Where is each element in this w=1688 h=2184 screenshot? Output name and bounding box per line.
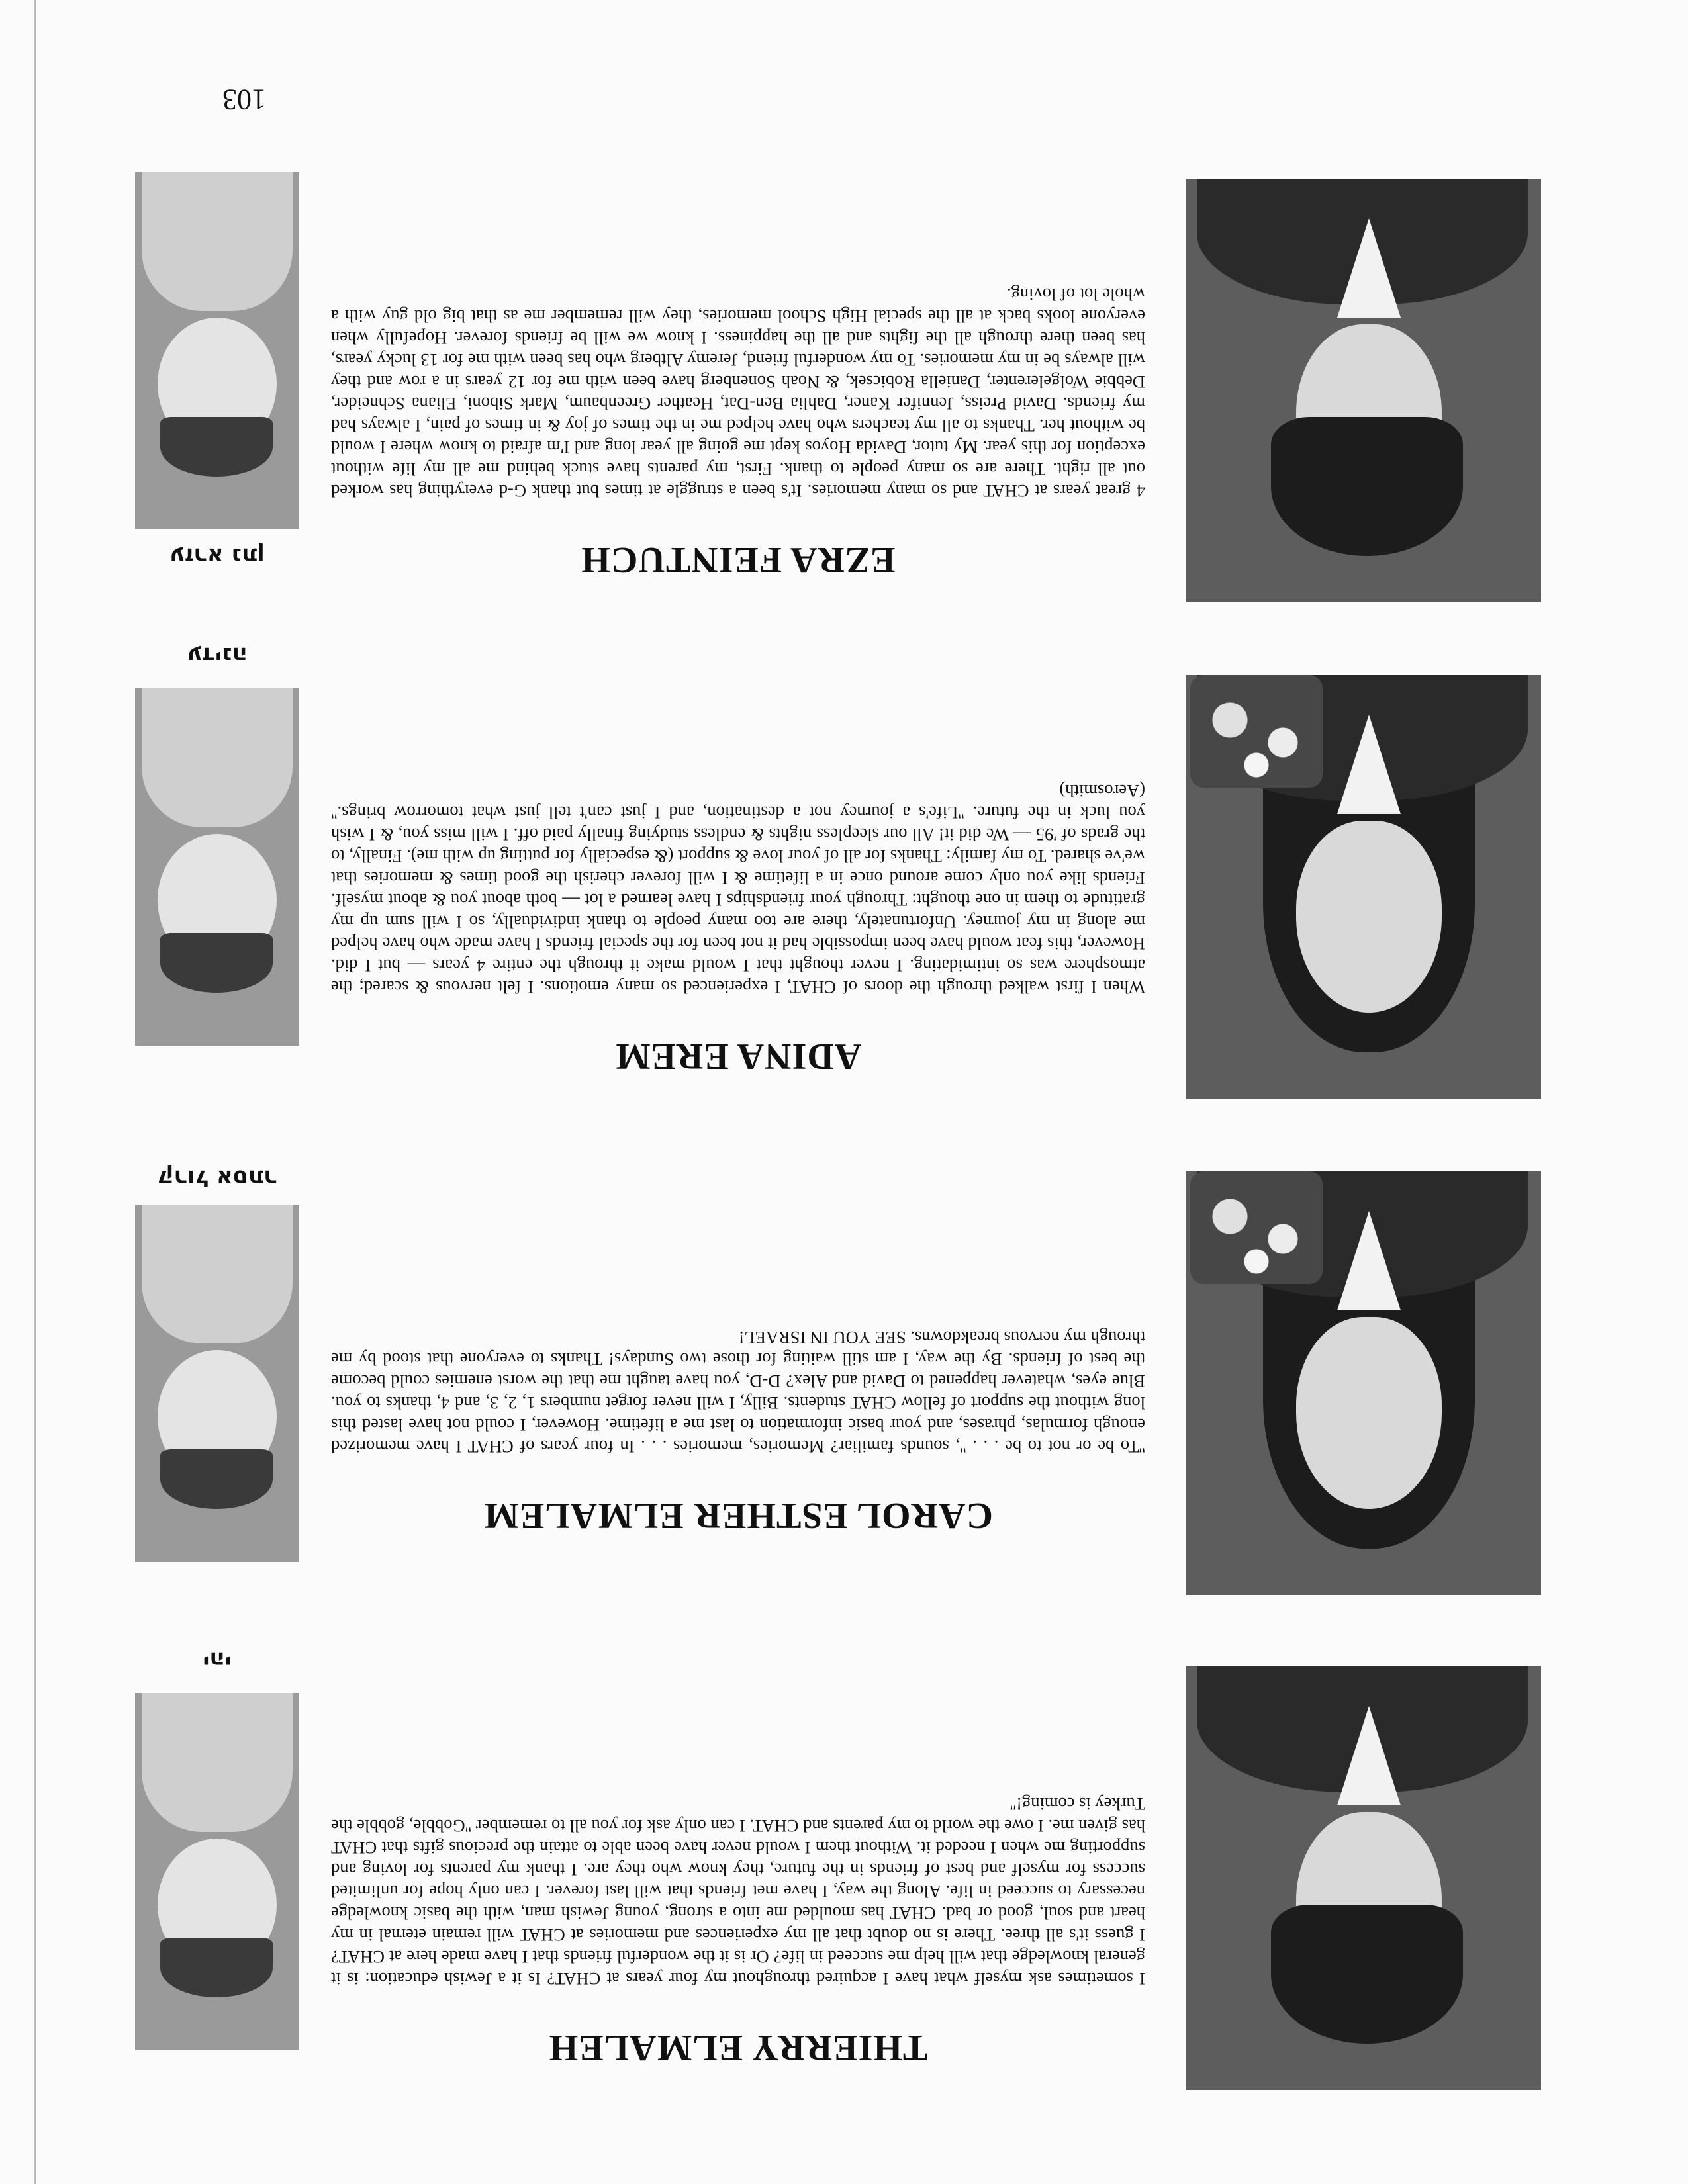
hebrew-name: עזרא נתן xyxy=(169,543,265,569)
student-bio: ''To be or not to be . . . '', sounds familiar? Memories, memories . . . In four years of CHAT I have memorized enough formulas, phrases, and your basic information to last me a lifetime. However, I could not have lasted this long without the support of fellow CHAT students. Billy, I will never forget numbers 1, 2, 3, and 4, thanks to you. Blue eyes, whatever happened to David and Alex? D-D, you have taught me that the worst enemies could become the best of friends. By the way, I am still waiting for those two Sundays! Thanks to everyone that stood by me through my nervous breakdowns. SEE YOU IN ISRAEL! xyxy=(331,1328,1145,1457)
binder-line xyxy=(34,0,36,2184)
page-number: 103 xyxy=(222,83,266,116)
student-name: CAROL ESTHER ELMALEM xyxy=(483,1495,993,1536)
childhood-photo xyxy=(135,688,299,1046)
senior-portrait xyxy=(1186,1171,1541,1595)
hebrew-name: יהי xyxy=(203,1647,232,1673)
childhood-photo xyxy=(135,1205,299,1562)
student-bio: When I first walked through the doors of CHAT, I experienced so many emotions. I felt nervous & scared; the atmosphere was so intimidating. I never thought that I would make it through the entire 4 years — but I did. However, this feat would have been impossible had it not been for the special friends I have made who have helped me along in my journey. Unfortunately, there are too many people to thank individually, so I will sum up my gratitude to them in one thought: Through your friendships I have learned a lot — both about you & about myself. Friends like you only come around once in a lifetime & I will forever cherish the good times & memories that we've shared. To my family: Thanks for all of your love & support (& especially for putting up with me). Finally, to the grads of '95 — We did it! All our sleepless nights & endless studying finally paid off. I will miss you, & I wish you luck in the future. ''Life's a journey not a destination, and I just can't tell just what tomorrow brings.'' (Aerosmith) xyxy=(331,781,1145,997)
student-bio: 4 great years at CHAT and so many memories. It's been a struggle at times but thank G-d everything has worked out all right. There are so many people to thank. First, my parents have stuck behind me all my life without exception for this year. My tutor, Davida Hoyos kept me going all year long and I'm afraid to know where I would be without her. Thanks to all my teachers who have helped me in the times of joy & in times of pain, I always had my friends. David Preiss, Jennifer Kaner, Dahlia Ben-Dat, Heather Greenbaum, Mark Siboni, Eliana Schneider, Debbie Wolgelerenter, Daniella Robicsek, & Noah Sonenberg have been with me for 12 years in a row and they will always be in my memories. To my wonderful friend, Jeremy Altberg who has been with me for 13 lucky years, has been there through all the fights and all the happiness. I know we will be friends forever. Hopefully when everyone looks back at all the special High School memories, they will remember me as that big old guy with a whole lot of loving. xyxy=(331,285,1145,501)
childhood-photo xyxy=(135,1693,299,2050)
student-name: EZRA FEINTUCH xyxy=(581,539,896,580)
hebrew-name: קרול אסתר xyxy=(157,1165,277,1191)
senior-portrait xyxy=(1186,675,1541,1099)
hebrew-name: עדינה xyxy=(187,642,248,668)
student-name: THIERRY ELMALEH xyxy=(548,2027,928,2068)
senior-portrait xyxy=(1186,1666,1541,2090)
senior-portrait xyxy=(1186,179,1541,602)
student-bio: I sometimes ask myself what have I acquired throughout my four years at CHAT? Is it a Jewish education: is it general knowledge that will help me succeed in life? Or is it the wonderful friends that I have made here at CHAT? I guess it's all three. There is no doubt that all my experiences and memories at CHAT will remain eternal in my heart and soul, good or bad. CHAT has moulded me into a strong, young Jewish man, with the basic knowledge necessary to succeed in life. Along the way, I have met friends that will last forever. I can only hope for unlimited success for myself and best of friends in the future, they know who they are. I thank my parents for loving and supporting me when I needed it. Without them I would never have been able to attain the precious gifts that CHAT has given me. I owe the world to my parents and CHAT. I can only ask for you all to remember ''Gobble, gobble the Turkey is coming!'' xyxy=(331,1794,1145,1989)
student-name: ADINA EREM xyxy=(614,1036,862,1077)
childhood-photo xyxy=(135,172,299,529)
